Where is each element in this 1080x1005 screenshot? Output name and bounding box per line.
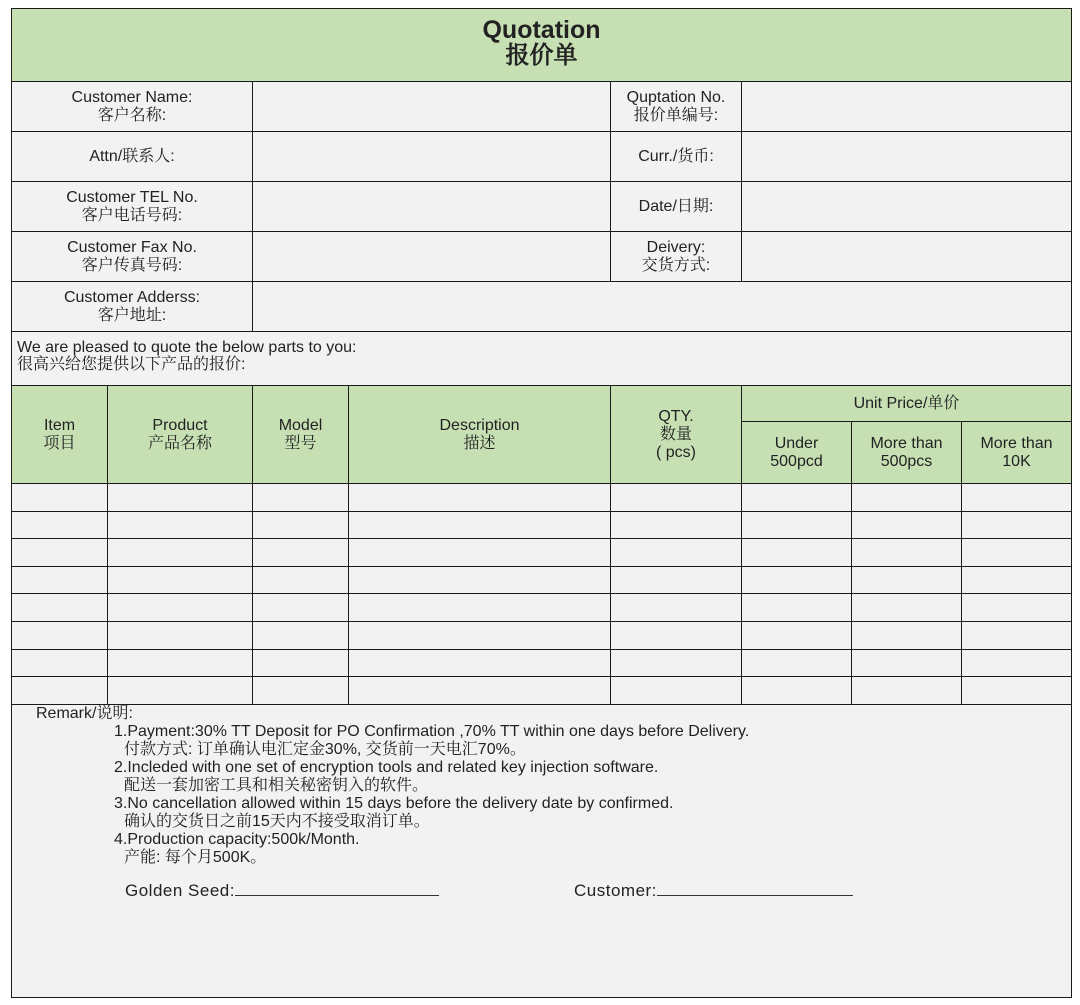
title-en: Quotation (482, 16, 601, 44)
table-cell[interactable] (962, 650, 1071, 678)
table-cell[interactable] (253, 677, 349, 705)
tel-field[interactable] (253, 182, 611, 232)
customer-signature: Customer: (574, 881, 853, 900)
remarks-section (12, 705, 1071, 997)
table-cell[interactable] (12, 650, 108, 678)
table-cell[interactable] (108, 512, 253, 540)
table-cell[interactable] (852, 567, 962, 595)
table-cell[interactable] (742, 677, 852, 705)
table-cell[interactable] (108, 539, 253, 567)
table-cell[interactable] (108, 484, 253, 512)
table-cell[interactable] (349, 567, 611, 595)
quotation-form (11, 8, 1072, 998)
seller-signature: Golden Seed: (125, 881, 439, 900)
table-cell[interactable] (962, 622, 1071, 650)
table-cell[interactable] (962, 512, 1071, 540)
intro-zh: 很高兴给您提供以下产品的报价: (17, 356, 246, 373)
currency-label: Curr./货币: (611, 132, 742, 182)
col-item-header: Item 项目 (12, 386, 108, 484)
form-title (12, 9, 1071, 82)
table-cell[interactable] (611, 567, 742, 595)
table-cell[interactable] (349, 622, 611, 650)
col-unit-price-header: Unit Price/单价 (742, 386, 1071, 422)
table-cell[interactable] (349, 677, 611, 705)
table-cell[interactable] (108, 622, 253, 650)
col-under-500-header: Under 500pcd (742, 422, 852, 484)
date-label: Date/日期: (611, 182, 742, 232)
attn-field[interactable] (253, 132, 611, 182)
table-cell[interactable] (12, 539, 108, 567)
title-zh: 报价单 (505, 42, 578, 69)
table-cell[interactable] (12, 512, 108, 540)
customer-name-field[interactable] (253, 82, 611, 132)
table-cell[interactable] (12, 622, 108, 650)
delivery-field[interactable] (742, 232, 1071, 282)
col-description-header: Description 描述 (349, 386, 611, 484)
table-cell[interactable] (611, 622, 742, 650)
table-cell[interactable] (12, 567, 108, 595)
table-cell[interactable] (611, 539, 742, 567)
remark-line: 付款方式: 订单确认电汇定金30%, 交货前一天电汇70%。 (124, 741, 526, 758)
address-field[interactable] (253, 282, 1071, 332)
intro-en: We are pleased to quote the below parts to you: (17, 339, 357, 356)
table-cell[interactable] (852, 512, 962, 540)
remark-line: 确认的交货日之前15天内不接受取消订单。 (124, 813, 430, 830)
table-cell[interactable] (108, 650, 253, 678)
table-cell[interactable] (253, 622, 349, 650)
table-cell[interactable] (253, 539, 349, 567)
table-cell[interactable] (742, 512, 852, 540)
remark-line: 1.Payment:30% TT Deposit for PO Confirmation ,70% TT within one days before Delivery. (114, 723, 750, 740)
attn-label: Attn/联系人: (12, 132, 253, 182)
table-cell[interactable] (253, 594, 349, 622)
table-cell[interactable] (253, 650, 349, 678)
table-cell[interactable] (852, 594, 962, 622)
table-cell[interactable] (611, 594, 742, 622)
intro-text (12, 332, 1071, 386)
table-cell[interactable] (962, 567, 1071, 595)
table-cell[interactable] (742, 622, 852, 650)
col-more-500-header: More than 500pcs (852, 422, 962, 484)
col-product-header: Product 产品名称 (108, 386, 253, 484)
customer-name-label: Customer Name: 客户名称: (12, 82, 253, 132)
table-cell[interactable] (349, 484, 611, 512)
table-cell[interactable] (962, 539, 1071, 567)
table-cell[interactable] (742, 650, 852, 678)
currency-field[interactable] (742, 132, 1071, 182)
remark-line: 3.No cancellation allowed within 15 days before the delivery date by confirmed. (114, 795, 674, 812)
table-cell[interactable] (962, 677, 1071, 705)
table-cell[interactable] (108, 594, 253, 622)
col-more-10k-header: More than 10K (962, 422, 1071, 484)
table-cell[interactable] (349, 650, 611, 678)
remarks-heading: Remark/说明: (36, 705, 133, 722)
table-cell[interactable] (962, 594, 1071, 622)
table-cell[interactable] (12, 677, 108, 705)
remark-line: 产能: 每个月500K。 (124, 849, 267, 866)
table-cell[interactable] (12, 484, 108, 512)
col-qty-header: QTY. 数量 ( pcs) (611, 386, 742, 484)
table-cell[interactable] (108, 677, 253, 705)
table-cell[interactable] (852, 484, 962, 512)
table-cell[interactable] (852, 677, 962, 705)
table-cell[interactable] (349, 539, 611, 567)
table-cell[interactable] (349, 512, 611, 540)
remark-line: 4.Production capacity:500k/Month. (114, 831, 360, 848)
table-cell[interactable] (108, 567, 253, 595)
table-cell[interactable] (742, 539, 852, 567)
quotation-no-field[interactable] (742, 82, 1071, 132)
address-label: Customer Adderss: 客户地址: (12, 282, 253, 332)
delivery-label: Deivery: 交货方式: (611, 232, 742, 282)
table-cell[interactable] (253, 484, 349, 512)
fax-label: Customer Fax No. 客户传真号码: (12, 232, 253, 282)
table-cell[interactable] (253, 512, 349, 540)
fax-field[interactable] (253, 232, 611, 282)
tel-label: Customer TEL No. 客户电话号码: (12, 182, 253, 232)
table-cell[interactable] (742, 567, 852, 595)
remark-line: 配送一套加密工具和相关秘密钥入的软件。 (124, 777, 429, 794)
table-cell[interactable] (611, 512, 742, 540)
remarks-lines (114, 723, 749, 867)
table-cell[interactable] (742, 484, 852, 512)
table-cell[interactable] (611, 484, 742, 512)
table-cell[interactable] (962, 484, 1071, 512)
table-cell[interactable] (742, 594, 852, 622)
table-cell[interactable] (611, 677, 742, 705)
table-cell[interactable] (852, 622, 962, 650)
table-cell[interactable] (852, 650, 962, 678)
table-cell[interactable] (349, 594, 611, 622)
quotation-no-label: Quptation No. 报价单编号: (611, 82, 742, 132)
table-cell[interactable] (611, 650, 742, 678)
table-cell[interactable] (12, 594, 108, 622)
table-cell[interactable] (852, 539, 962, 567)
date-field[interactable] (742, 182, 1071, 232)
customer-signature-line[interactable] (657, 881, 853, 896)
col-model-header: Model 型号 (253, 386, 349, 484)
seller-signature-line[interactable] (235, 881, 439, 896)
table-cell[interactable] (253, 567, 349, 595)
remark-line: 2.Incleded with one set of encryption tools and related key injection software. (114, 759, 659, 776)
